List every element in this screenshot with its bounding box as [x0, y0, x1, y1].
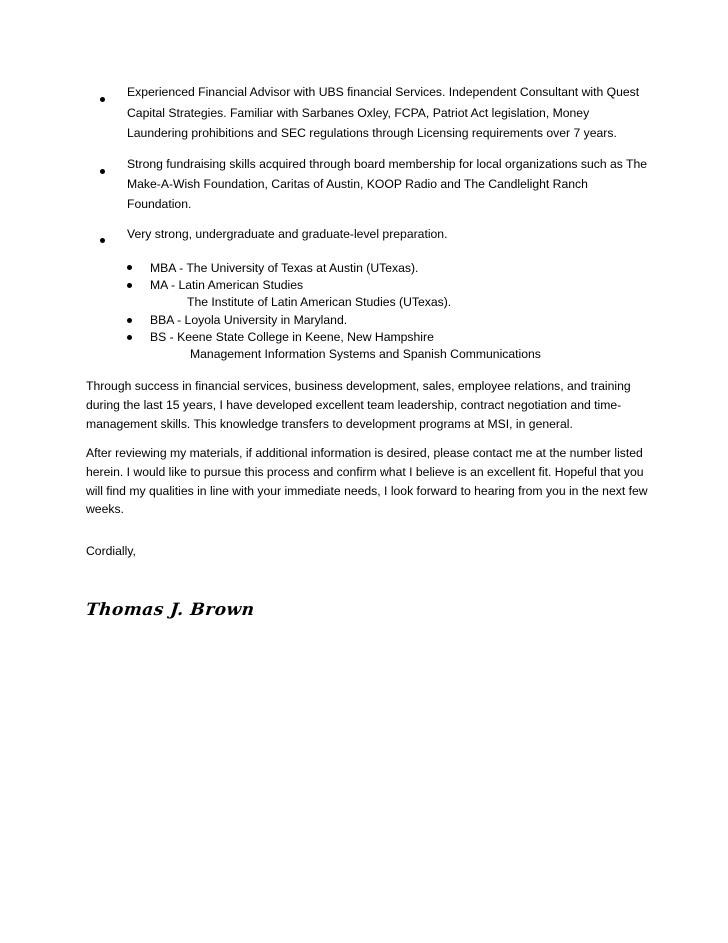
bullet-icon	[127, 265, 132, 270]
bullet-icon	[100, 97, 105, 102]
signature: Thomas J. Brown	[84, 600, 256, 620]
bullet-icon	[127, 283, 132, 288]
bullet-line: Capital Strategies. Familiar with Sarbanes Oxley, FCPA, Patriot Act legislation, Money	[127, 106, 590, 120]
paragraph-line: After reviewing my materials, if additional information is desired, please contact me at the number listed	[86, 446, 643, 460]
paragraph-line: management skills. This knowledge transfers to development programs at MSI, in general.	[86, 417, 573, 431]
bullet-line: Very strong, undergraduate and graduate-level preparation.	[127, 227, 448, 241]
bullet-icon	[100, 238, 105, 243]
bullet-icon	[127, 318, 132, 323]
bullet-line: Foundation.	[127, 197, 192, 211]
education-item: BBA - Loyola University in Maryland.	[150, 313, 348, 327]
paragraph-line: weeks.	[86, 502, 124, 516]
bullet-line: Experienced Financial Advisor with UBS financial Services. Independent Consultant with Quest	[127, 85, 640, 99]
paragraph-line: Through success in financial services, business development, sales, employee relations, and training	[86, 379, 631, 393]
bullet-icon	[127, 335, 132, 340]
bullet-line: Strong fundraising skills acquired through board membership for local organizations such as The	[127, 157, 648, 171]
closing-salutation: Cordially,	[86, 544, 136, 558]
bullet-line: Laundering prohibitions and SEC regulations through Licensing requirements over 7 years.	[127, 126, 617, 140]
education-subline: Management Information Systems and Spanish Communications	[190, 347, 541, 361]
bullet-line: Make-A-Wish Foundation, Caritas of Austin, KOOP Radio and The Candlelight Ranch	[127, 177, 588, 191]
education-subline: The Institute of Latin American Studies (UTexas).	[187, 295, 452, 309]
bullet-icon	[100, 169, 105, 174]
paragraph-line: will find my qualities in line with your immediate needs, I look forward to hearing from you in the next few	[86, 484, 648, 498]
education-item: MA - Latin American Studies	[150, 278, 304, 292]
education-item: BS - Keene State College in Keene, New Hampshire	[150, 330, 434, 344]
paragraph-line: during the last 15 years, I have developed excellent team leadership, contract negotiation and time-	[86, 398, 622, 412]
paragraph-line: herein. I would like to pursue this process and confirm what I believe is an excellent fit. Hopeful that you	[86, 465, 644, 479]
education-item: MBA - The University of Texas at Austin (UTexas).	[150, 261, 419, 275]
